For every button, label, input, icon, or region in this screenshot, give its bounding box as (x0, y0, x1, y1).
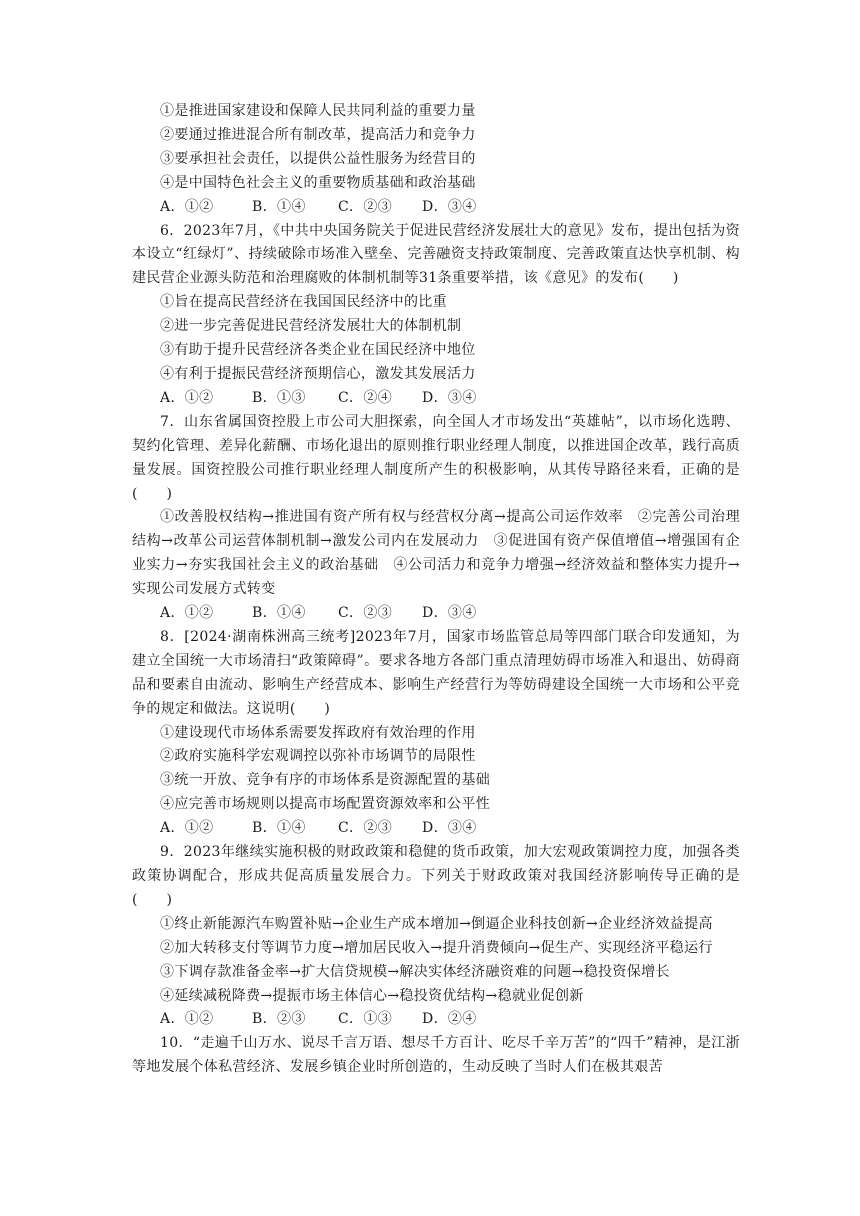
q6-item-2: ②进一步完善促进民营经济发展壮大的体制机制 (160, 318, 462, 335)
q6-item-3: ③有助于提升民营经济各类企业在国民经济中地位 (160, 342, 476, 359)
q8-options (132, 817, 740, 841)
q6-stem: 6．2023年7月，《中共中央国务院关于促进民营经济发展壮大的意见》发布，提出包括为资本设立“红绿灯”、持续破除市场准入壁垒、完善融资支持政策制度、完善政策直达快享机制、构建民营企业源头防范和治理腐败的体制机制等31条重要举措，该《意见》的发布( ) (132, 222, 740, 287)
q9-item-3: ③下调存款准备金率→扩大信贷规模→解决实体经济融资难的问题→稳投资保增长 (160, 963, 670, 980)
q5-item-2: ②要通过推进混合所有制改革，提高活力和竞争力 (160, 126, 476, 143)
q8-option-a[interactable]: A．①② (160, 820, 214, 837)
q7-options (132, 602, 740, 626)
q5-option-a[interactable]: A．①② (160, 198, 214, 215)
q6-option-d[interactable]: D．③④ (422, 389, 477, 406)
q6-option-b[interactable]: B．①③ (252, 389, 306, 406)
q5-options (132, 196, 740, 220)
q9-stem: 9．2023年继续实施积极的财政政策和稳健的货币政策，加大宏观政策调控力度，加强各类政策协调配合，形成共促高质量发展合力。下列关于财政政策对我国经济影响传导正确的是( ) (132, 844, 740, 908)
q5-option-b[interactable]: B．①④ (252, 198, 306, 215)
q8-option-c[interactable]: C．②③ (338, 820, 393, 837)
q9-item-2: ②加大转移支付等调节力度→增加居民收入→提升消费倾向→促生产、实现经济平稳运行 (160, 939, 713, 956)
q6-option-a[interactable]: A．①② (160, 389, 214, 406)
q7-chain-items: ①改善股权结构→推进国有资产所有权与经营权分离→提高公司运作效率 ②完善公司治理结构→改革公司运营体制机制→激发公司内在发展动力 ③促进国有资产保值增值→增强国有企业实力→夯实我国社会主义的政治基础 ④公司活力和竞争力增强→经济效益和整体实力提升→实现公司发展方式转变 (132, 509, 740, 598)
q9-item-4: ④延续减税降费→提振市场主体信心→稳投资优结构→稳就业促创新 (160, 987, 584, 1004)
q10-stem: 10．“走遍千山万水、说尽千言万语、想尽千方百计、吃尽千辛万苦”的“四千”精神，是江浙等地发展个体私营经济、发展乡镇企业时所创造的，生动反映了当时人们在极其艰苦 (132, 1035, 740, 1076)
q9-option-b[interactable]: B．②③ (252, 1011, 306, 1028)
q6-options (132, 387, 740, 411)
q6-item-1: ①旨在提高民营经济在我国国民经济中的比重 (160, 294, 447, 311)
q5-item-1: ①是推进国家建设和保障人民共同利益的重要力量 (160, 103, 476, 119)
q7-option-c[interactable]: C．②③ (338, 605, 393, 622)
q7-stem: 7．山东省属国资控股上市公司大胆探索，向全国人才市场发出“英雄帖”，以市场化选聘、契约化管理、差异化薪酬、市场化退出的原则推行职业经理人制度，以推进国企改革，践行高质量发展。国资控股公司推行职业经理人制度所产生的积极影响，从其传导路径来看，正确的是( ) (132, 413, 740, 502)
q5-item-4: ④是中国特色社会主义的重要物质基础和政治基础 (160, 174, 476, 191)
q9-options (132, 1008, 740, 1032)
q5-item-3: ③要承担社会责任，以提供公益性服务为经营目的 (160, 150, 476, 167)
q9-item-1: ①终止新能源汽车购置补贴→企业生产成本增加→倒逼企业科技创新→企业经济效益提高 (160, 915, 713, 932)
q7-option-d[interactable]: D．③④ (422, 605, 477, 622)
exam-page (132, 100, 740, 1080)
q9-option-a[interactable]: A．①② (160, 1011, 214, 1028)
q8-option-d[interactable]: D．③④ (422, 820, 477, 837)
q8-stem: 8．[2024·湖南株洲高三统考]2023年7月，国家市场监管总局等四部门联合印发通知，为建立全国统一大市场清扫“政策障碍”。要求各地方各部门重点清理妨碍市场准入和退出、妨碍商品和要素自由流动、影响生产经营成本、影响生产经营行为等妨碍建设全国统一大市场和公平竞争的规定和做法。这说明( ) (132, 628, 740, 717)
q7-option-a[interactable]: A．①② (160, 605, 214, 622)
q5-option-c[interactable]: C．②③ (338, 198, 393, 215)
q8-item-1: ①建设现代市场体系需要发挥政府有效治理的作用 (160, 724, 476, 741)
q8-option-b[interactable]: B．①④ (252, 820, 306, 837)
q8-item-2: ②政府实施科学宏观调控以弥补市场调节的局限性 (160, 748, 476, 765)
q9-option-c[interactable]: C．①③ (338, 1011, 393, 1028)
q6-item-4: ④有利于提振民营经济预期信心，激发其发展活力 (160, 365, 476, 382)
q7-option-b[interactable]: B．①④ (252, 605, 306, 622)
q8-item-4: ④应完善市场规则以提高市场配置资源效率和公平性 (160, 796, 491, 813)
q5-option-d[interactable]: D．③④ (422, 198, 477, 215)
q9-option-d[interactable]: D．②④ (422, 1011, 477, 1028)
q8-item-3: ③统一开放、竞争有序的市场体系是资源配置的基础 (160, 772, 491, 789)
q6-option-c[interactable]: C．②④ (338, 389, 393, 406)
